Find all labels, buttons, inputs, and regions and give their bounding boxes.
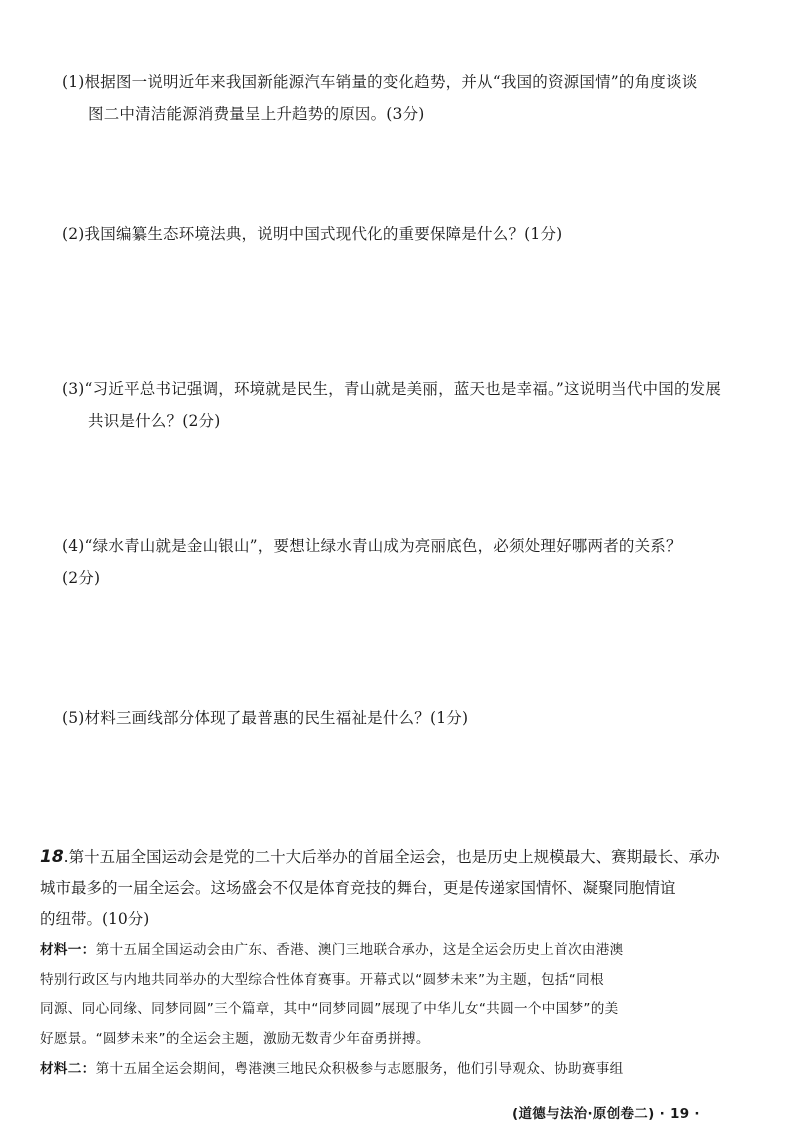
question-1-line2: 图二中清洁能源消费量呈上升趋势的原因。(3分) xyxy=(88,105,425,123)
question-3-line1: (3)“习近平总书记强调，环境就是民生，青山就是美丽，蓝天也是幸福。”这说明当代中国的发展 xyxy=(62,380,722,398)
question-4-line2: (2分) xyxy=(62,569,101,587)
material-one-line2: 特别行政区与内地共同举办的大型综合性体育赛事。开幕式以“圆梦未来”为主题，包括“同根 xyxy=(40,971,604,988)
question-18-line3: 的纽带。(10分) xyxy=(40,910,150,928)
question-2 xyxy=(62,218,752,250)
material-one-label: 材料一： xyxy=(40,942,96,958)
material-one-line1: 第十五届全国运动会由广东、香港、澳门三地联合承办，这是全运会历史上首次由港澳 xyxy=(95,942,624,958)
question-1-line1: (1)根据图一说明近年来我国新能源汽车销量的变化趋势，并从“我国的资源国情”的角度谈谈 xyxy=(62,73,698,91)
material-two-label: 材料二： xyxy=(40,1061,96,1077)
question-5 xyxy=(62,702,752,734)
question-18-line1: .第十五届全国运动会是党的二十大后举办的首届全运会，也是历史上规模最大、赛期最长、承办 xyxy=(63,848,720,866)
material-two xyxy=(40,1055,752,1085)
material-one-line4: 好愿景。“圆梦未来”的全运会主题，激励无数青少年奋勇拼搏。 xyxy=(40,1030,430,1047)
page-footer: (道德与法治·原创卷二) · 19 · xyxy=(512,1106,700,1122)
question-4-line1: (4)“绿水青山就是金山银山”，要想让绿水青山成为亮丽底色，必须处理好哪两者的关系？ xyxy=(62,537,682,555)
material-one-line3: 同源、同心同缘、同梦同圆”三个篇章，其中“同梦同圆”展现了中华儿女“共圆一个中国梦”的美 xyxy=(40,1001,619,1017)
question-18-line2: 城市最多的一届全运会。这场盛会不仅是体育竞技的舞台，更是传递家国情怀、凝聚同胞情谊 xyxy=(40,879,676,897)
question-4 xyxy=(62,530,752,594)
question-18 xyxy=(40,842,752,935)
material-two-line1: 第十五届全运会期间，粤港澳三地民众积极参与志愿服务，他们引导观众、协助赛事组 xyxy=(95,1061,624,1077)
question-2-line1: (2)我国编纂生态环境法典，说明中国式现代化的重要保障是什么？(1分) xyxy=(62,225,563,243)
question-3 xyxy=(62,373,752,437)
question-3-line2: 共识是什么？(2分) xyxy=(88,412,221,430)
question-18-number: 18 xyxy=(40,847,64,867)
question-5-line1: (5)材料三画线部分体现了最普惠的民生福祉是什么？(1分) xyxy=(62,709,469,727)
question-1 xyxy=(62,66,752,130)
material-one xyxy=(40,936,752,1054)
